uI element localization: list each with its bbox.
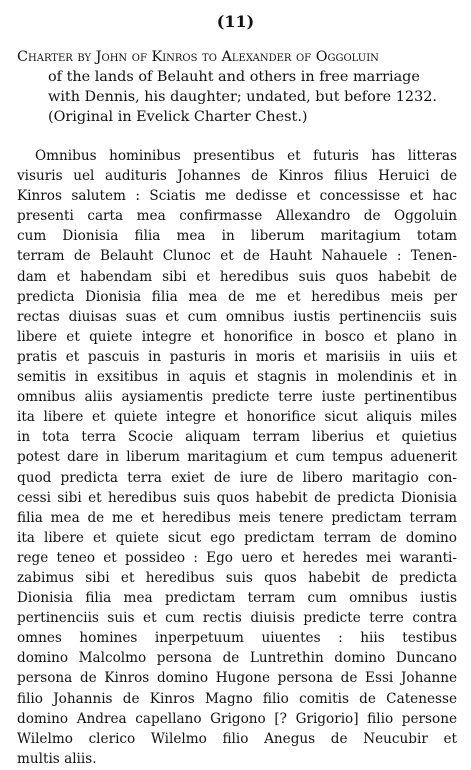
body-line: omnes homines inperpetuum uiuentes : hiis testibus xyxy=(17,630,457,647)
body-line: cum Dionisia filia mea in liberum maritagium totam xyxy=(17,228,457,245)
body-line: filia mea de me et heredibus meis tenere predictam terram xyxy=(17,509,457,526)
body-line: domino Malcolmo persona de Luntrethin domino Duncano xyxy=(17,650,457,667)
body-line: dam et habendam sibi et heredibus suis quos habebit de xyxy=(17,268,457,285)
body-line: terram de Belauht Clunoc et de Hauht Nahauele : Tenen- xyxy=(17,248,457,265)
body-line: zabimus sibi et heredibus suis quos habebit de predicta xyxy=(17,569,457,586)
body-line: potest dare in liberum maritagium et cum tempus aduenerit xyxy=(17,449,457,466)
heading-line: with Dennis, his daughter; undated, but before 1232. xyxy=(48,89,437,105)
heading-title: Charter by John of Kinros to Alexander of Oggoluin xyxy=(17,49,379,65)
body-line: Wilelmo clerico Wilelmo filio Anegus de Neucubir et xyxy=(17,730,457,747)
body-line: cessi sibi et heredibus suis quos habebit de predicta Dionisia xyxy=(17,489,457,506)
body-line: predicta Dionisia filia mea de me et heredibus meis per xyxy=(17,288,457,305)
body-line: ita libere et quiete sicut ego predictam terram de domino xyxy=(17,529,457,546)
charter-body-text xyxy=(17,146,457,769)
body-line: visuris uel audituris Johannes de Kinros filius Heruici de xyxy=(17,168,457,185)
body-line: Dionisia filia mea predictam terram cum omnibus iustis xyxy=(17,590,457,607)
body-line: Omnibus hominibus presentibus et futuris has litteras xyxy=(35,148,457,164)
heading-line: (Original in Evelick Charter Chest.) xyxy=(48,109,308,125)
body-line: quod predicta terra exiet de iure de libero maritagio con- xyxy=(17,469,457,486)
body-line: domino Andrea capellano Grigono [? Grigorio] filio persone xyxy=(17,710,457,727)
body-line: pertinenciis suis et cum rectis diuisis predicte terre contra xyxy=(17,610,457,627)
charter-heading xyxy=(17,47,457,127)
page-number: (11) xyxy=(216,12,255,31)
body-line: pratis et pascuis in pasturis in moris et marisiis in uiis et xyxy=(17,348,457,365)
body-line: multis aliis. xyxy=(17,750,97,767)
body-line: in tota terra Scocie aliquam terram liberius et quietius xyxy=(17,429,457,446)
body-line: ita libere et quiete integre et honorifice sicut aliquis miles xyxy=(17,409,457,426)
body-line: omnibus aliis aysiamentis predicte terre iuste pertinentibus xyxy=(17,389,457,406)
body-line: filio Johannis de Kinros Magno filio comitis de Catenesse xyxy=(17,690,457,707)
heading-line: of the lands of Belauht and others in free marriage xyxy=(48,69,420,85)
body-line: persona de Kinros domino Hugone persona de Essi Johanne xyxy=(17,670,457,687)
body-line: presenti carta mea confirmasse Allexandro de Oggoluin xyxy=(17,208,457,225)
body-line: libere et quiete integre et honorifice in bosco et plano in xyxy=(17,328,457,345)
body-line: Kinros salutem : Sciatis me dedisse et concessisse et hac xyxy=(17,188,457,205)
body-line: semitis in exsitibus in aquis et stagnis in molendinis et in xyxy=(17,369,457,386)
body-line: rectas diuisas suas et cum omnibus iustis pertinenciis suis xyxy=(17,308,457,325)
body-line: rege teneo et possideo : Ego uero et heredes mei waranti- xyxy=(17,549,457,566)
